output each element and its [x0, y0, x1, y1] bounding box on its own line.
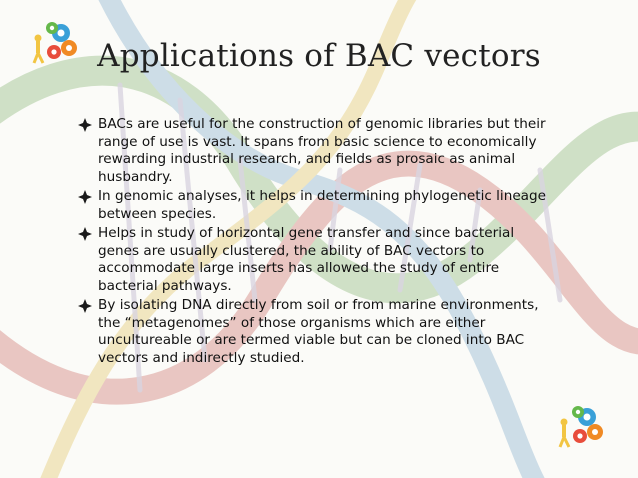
bullet-item: [72, 188, 550, 223]
bullet-text: Helps in study of horizontal gene transfer and since bacterial genes are usually clustered, the ability of BAC vectors to accommodate large inserts has allowed the study of entire bacterial pathways.: [98, 225, 515, 294]
diamond-bullet-icon: [78, 118, 92, 132]
diamond-bullet-icon: [78, 299, 92, 313]
bullet-item: [72, 297, 550, 367]
slide-title: Applications of BAC vectors: [97, 38, 541, 74]
bullet-list: [72, 116, 550, 369]
bullet-item: [72, 225, 550, 295]
gears-figure-logo-icon-bottom: [554, 402, 606, 454]
bullet-text: By isolating DNA directly from soil or from marine environments, the “metagenomes” of those organisms which are either uncultureable or are termed viable but can be cloned into BAC vectors and indirectly studied.: [98, 297, 539, 366]
diamond-bullet-icon: [78, 190, 92, 204]
bullet-item: [72, 116, 550, 186]
bullet-text: BACs are useful for the construction of genomic libraries but their range of use is vast. It spans from basic science to economically rewarding industrial research, and fields as prosaic as animal husbandry.: [98, 116, 546, 185]
bullet-text: In genomic analyses, it helps in determining phylogenetic lineage between species.: [98, 188, 547, 222]
diamond-bullet-icon: [78, 227, 92, 241]
